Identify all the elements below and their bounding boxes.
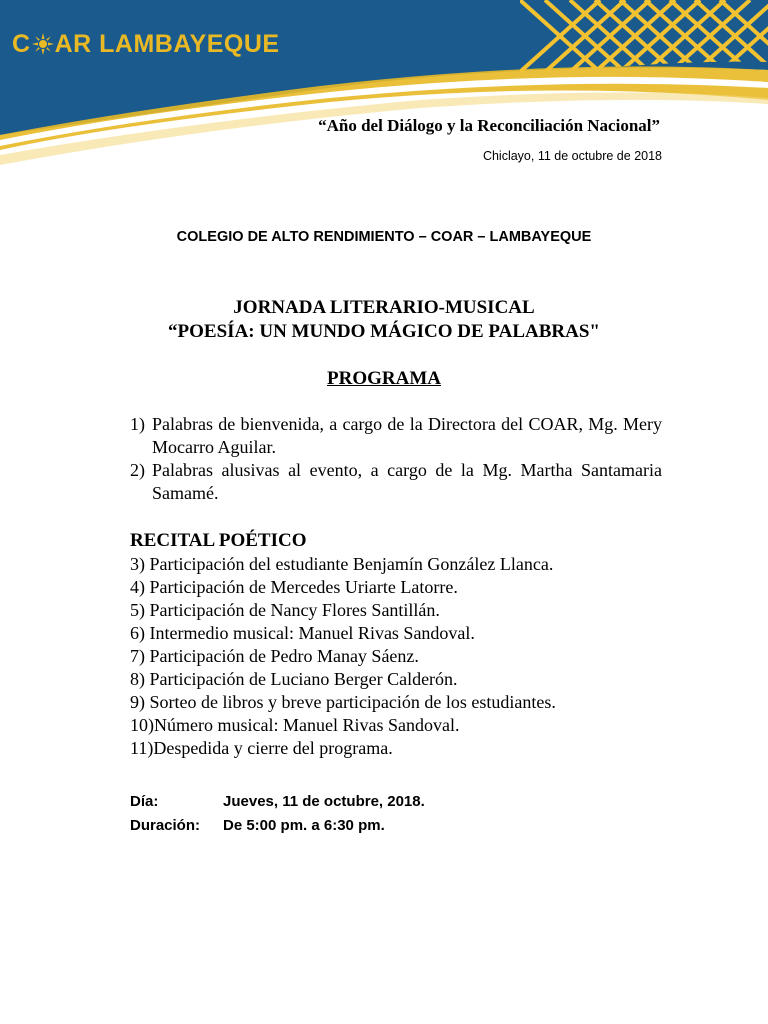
- duration-row: [130, 814, 425, 838]
- list-item: 8) Participación de Luciano Berger Calderón.: [130, 669, 458, 689]
- list-item: 9) Sorteo de libros y breve participación de los estudiantes.: [130, 692, 556, 712]
- recital-heading: RECITAL POÉTICO: [130, 530, 307, 551]
- intro-list: [130, 413, 662, 505]
- list-item: 5) Participación de Nancy Flores Santillán.: [130, 600, 440, 620]
- list-item: 6) Intermedio musical: Manuel Rivas Sandoval.: [130, 623, 475, 643]
- logo-text-right: AR LAMBAYEQUE: [54, 30, 280, 58]
- day-value: Jueves, 11 de octubre, 2018.: [223, 793, 425, 810]
- program-heading: PROGRAMA: [327, 368, 441, 389]
- recital-list: [130, 553, 690, 760]
- year-motto: “Año del Diálogo y la Reconciliación Nacional”: [318, 116, 660, 135]
- day-label: Día:: [130, 793, 159, 810]
- list-item: 11)Despedida y cierre del programa.: [130, 738, 393, 758]
- logo-text-left: C: [12, 30, 31, 58]
- list-item: 7) Participación de Pedro Manay Sáenz.: [130, 646, 419, 666]
- item-text: Palabras alusivas al evento, a cargo de la Mg. Martha Santamaria Samamé.: [152, 460, 662, 503]
- item-number: 2): [130, 460, 145, 480]
- list-item: 3) Participación del estudiante Benjamín González Llanca.: [130, 554, 554, 574]
- list-item: [130, 413, 662, 459]
- city-date: Chiclayo, 11 de octubre de 2018: [482, 149, 662, 163]
- duration-value: De 5:00 pm. a 6:30 pm.: [223, 817, 385, 834]
- duration-label: Duración:: [130, 817, 201, 834]
- list-item: [130, 459, 662, 505]
- item-text: Palabras de bienvenida, a cargo de la Directora del COAR, Mg. Mery Mocarro Aguilar.: [152, 414, 662, 457]
- school-name: COLEGIO DE ALTO RENDIMIENTO – COAR – LAMBAYEQUE: [176, 229, 592, 245]
- coar-logo: [12, 29, 280, 59]
- event-title: “POESÍA: UN MUNDO MÁGICO DE PALABRAS": [168, 321, 600, 342]
- item-number: 1): [130, 414, 145, 434]
- sun-star-icon: [32, 32, 54, 54]
- event-details: [130, 790, 425, 838]
- list-item: 4) Participación de Mercedes Uriarte Latorre.: [130, 577, 458, 597]
- event-type: JORNADA LITERARIO-MUSICAL: [233, 297, 535, 318]
- day-row: [130, 790, 425, 814]
- list-item: 10)Número musical: Manuel Rivas Sandoval.: [130, 715, 460, 735]
